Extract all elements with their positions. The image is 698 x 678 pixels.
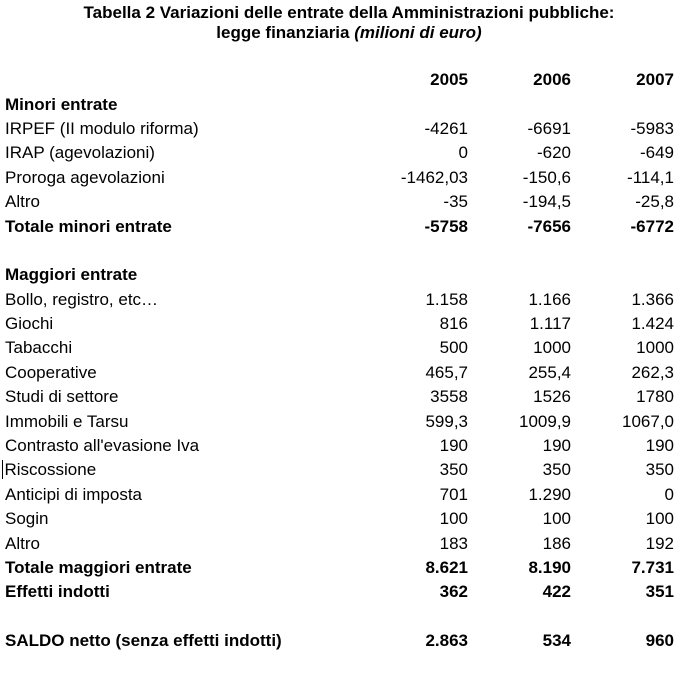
row-value-2007: -5983: [630, 118, 674, 138]
table-row: [5, 409, 674, 433]
row-value-2005: 1.158: [425, 289, 468, 309]
section-heading-label: Maggiori entrate: [5, 265, 138, 285]
table-row: [5, 336, 674, 360]
row-label: [5, 288, 375, 312]
column-header-2007: 2007: [636, 70, 674, 90]
row-value-2005: -4261: [424, 118, 468, 138]
total-row-maggiori: [5, 556, 674, 580]
row-label: [5, 434, 375, 458]
row-label-text: Altro: [5, 192, 40, 212]
row-label-text: IRPEF (II modulo riforma): [5, 118, 199, 138]
row-label-text: Tabacchi: [5, 338, 73, 358]
row-value-2006: 1009,9: [519, 411, 571, 431]
row-label: [5, 190, 375, 214]
table-row: [5, 531, 674, 555]
row-label-text: Proroga agevolazioni: [5, 167, 165, 187]
title-line-2-main: legge finanziaria: [216, 23, 355, 42]
row-value-2006: -620: [536, 143, 571, 163]
row-label: [5, 336, 375, 360]
maggiori-rows: [5, 288, 674, 556]
row-label: [5, 141, 375, 165]
table-row: [5, 117, 674, 141]
row-value-2005: 183: [439, 533, 468, 553]
row-value-2007: 1.424: [631, 314, 674, 334]
row-value-2007: 351: [645, 582, 674, 602]
row-value-2007: 262,3: [631, 362, 674, 382]
table-row: [5, 361, 674, 385]
row-label: SALDO netto (senza effetti indotti): [5, 631, 282, 651]
row-value-2005: 8.621: [425, 558, 468, 577]
row-value-2005: 3558: [430, 387, 468, 407]
table-row: [5, 483, 674, 507]
row-value-2006: -194,5: [522, 192, 571, 212]
row-value-2005: 599,3: [425, 411, 468, 431]
row-value-2005: 701: [439, 484, 468, 504]
row-value-2006: 1.117: [529, 314, 571, 334]
row-value-2006: 1.166: [528, 289, 571, 309]
minori-rows: [5, 117, 674, 215]
section-heading-maggiori: [5, 263, 674, 287]
row-label: [5, 385, 375, 409]
row-value-2006: 1526: [533, 387, 571, 407]
row-label-text: Immobili e Tarsu: [5, 411, 129, 431]
row-value-2005: 362: [439, 582, 468, 602]
row-label: [5, 312, 375, 336]
header-empty-cell: [5, 68, 375, 92]
table-row: [5, 458, 674, 482]
row-value-2007: -6772: [630, 216, 674, 236]
row-label: [5, 507, 375, 531]
title-line-1: Tabella 2 Variazioni delle entrate della Amministrazioni pubbliche:: [83, 3, 615, 22]
table-row: [5, 507, 674, 531]
row-value-2007: 100: [645, 509, 674, 529]
table-row: [5, 312, 674, 336]
row-label-text: Bollo, registro, etc…: [5, 289, 159, 309]
title-line-2: [0, 23, 698, 43]
row-value-2007: 350: [645, 460, 674, 480]
row-label: Totale maggiori entrate: [5, 558, 192, 577]
row-label: Effetti indotti: [5, 582, 110, 602]
row-value-2006: 1.290: [528, 484, 571, 504]
row-value-2005: 350: [439, 460, 468, 480]
row-value-2006: 186: [542, 533, 571, 553]
row-value-2006: 534: [542, 631, 571, 651]
saldo-netto-row: [5, 629, 674, 653]
row-value-2005: 500: [439, 338, 468, 358]
row-value-2005: 190: [439, 436, 468, 456]
row-value-2005: 816: [439, 314, 468, 334]
row-value-2005: -5758: [424, 216, 468, 236]
row-value-2007: 1067,0: [622, 411, 674, 431]
table-row: [5, 288, 674, 312]
table-row: [5, 385, 674, 409]
row-value-2006: -6691: [527, 118, 571, 138]
row-value-2006: 1000: [533, 338, 571, 358]
row-value-2007: 1780: [636, 387, 674, 407]
table-row: [5, 190, 674, 214]
row-value-2006: 100: [542, 509, 571, 529]
row-value-2006: 422: [542, 582, 571, 602]
row-value-2005: -35: [443, 192, 468, 212]
row-value-2006: 255,4: [528, 362, 571, 382]
row-label-text: Cooperative: [5, 362, 97, 382]
row-value-2007: -25,8: [635, 192, 674, 212]
table-title: [0, 3, 698, 43]
total-row-minori: [5, 214, 674, 238]
row-label: [5, 166, 375, 190]
column-header-2006: 2006: [533, 70, 571, 90]
row-label: [5, 361, 375, 385]
row-value-2005: 465,7: [425, 362, 468, 382]
table-row: [5, 141, 674, 165]
row-value-2007: 190: [645, 436, 674, 456]
row-value-2006: 350: [542, 460, 571, 480]
table-row: [5, 434, 674, 458]
row-value-2006: 190: [542, 436, 571, 456]
row-value-2007: -649: [639, 143, 674, 163]
row-label-text: Anticipi di imposta: [5, 484, 143, 504]
row-label: [5, 483, 375, 507]
section-heading-label: Minori entrate: [5, 94, 118, 114]
row-label-text: Riscossione: [2, 460, 96, 479]
row-label-text: Sogin: [5, 509, 49, 529]
table-row: [5, 166, 674, 190]
row-label-text: Studi di settore: [5, 387, 119, 407]
effetti-indotti-row: [5, 580, 674, 604]
row-label-text: Altro: [5, 533, 40, 553]
title-unit: (milioni di euro): [354, 23, 482, 42]
row-value-2006: 8.190: [528, 558, 571, 577]
row-value-2006: -150,6: [522, 167, 571, 187]
row-label-text: Contrasto all'evasione Iva: [5, 436, 200, 456]
blank-row: [5, 605, 674, 629]
row-label-text: IRAP (agevolazioni): [5, 143, 155, 163]
row-value-2005: 100: [439, 509, 468, 529]
column-header-2005: 2005: [430, 70, 468, 90]
header-row: [5, 68, 674, 92]
row-label: Totale minori entrate: [5, 216, 172, 236]
row-label: [5, 409, 375, 433]
row-value-2005: 2.863: [425, 631, 468, 651]
row-value-2005: -1462,03: [400, 167, 468, 187]
entrate-table: [5, 68, 674, 653]
row-label: [5, 458, 375, 482]
row-value-2007: 0: [664, 484, 674, 504]
blank-row: [5, 239, 674, 263]
row-value-2007: 7.731: [631, 558, 674, 577]
row-label: [5, 531, 375, 555]
row-label-text: Giochi: [5, 314, 54, 334]
row-value-2005: 0: [458, 143, 468, 163]
row-value-2007: 192: [645, 533, 674, 553]
row-value-2007: 1.366: [631, 289, 674, 309]
row-value-2007: 1000: [636, 338, 674, 358]
row-label: [5, 117, 375, 141]
section-heading-minori: [5, 92, 674, 116]
row-value-2007: 960: [645, 631, 674, 651]
row-value-2007: -114,1: [627, 167, 674, 187]
row-value-2006: -7656: [527, 216, 571, 236]
